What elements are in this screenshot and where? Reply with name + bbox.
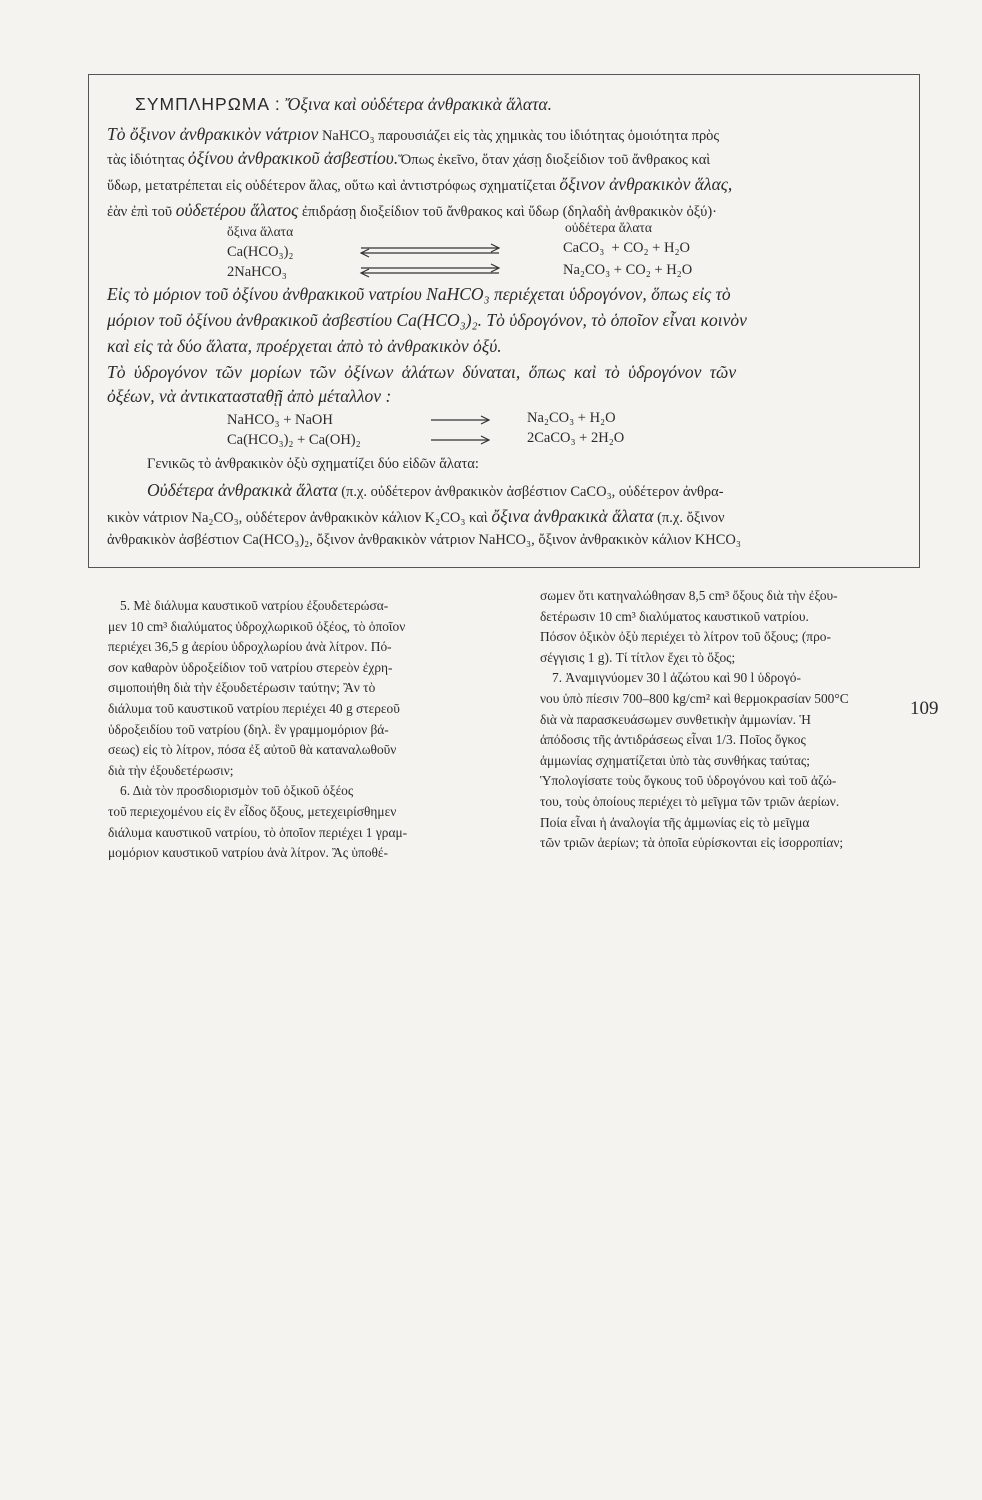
- exercise-line: Ποία εἶναι ἡ ἀναλογία τῆς ἀμμωνίας εἰς τὸ μεῖγμα: [540, 814, 810, 830]
- exercise-line: Ὑπολογίσατε τοὺς ὄγκους τοῦ ὑδρογόνου καὶ τοῦ ἀζώ-: [540, 773, 837, 789]
- page-number: 109: [910, 698, 939, 719]
- exercise-line: περιέχει 36,5 g ἀερίου ὑδροχλωρίου ἀνὰ λίτρον. Πό-: [108, 639, 392, 655]
- p3-line-3: ἀνθρακικὸν ἀσβέστιον Ca(HCO₃)₂, ὄξινον ἀνθρακικὸν νάτριον NaHCO₃, ὄξινον ἀνθρακικὸν κάλιον KHCO₃: [107, 532, 741, 548]
- exercise-line: ἀπόδοσις τῆς ἀντιδράσεως εἶναι 1/3. Ποῖος ὄγκος: [540, 732, 806, 748]
- p1-line-3: ὕδωρ, μετατρέπεται εἰς οὐδέτερον ἅλας, οὕτω καὶ ἀντιστρόφως σχηματίζεται ὄξινον ἀνθρακικὸν ἅλας,: [107, 174, 733, 194]
- p2-line-1: Εἰς τὸ μόριον τοῦ ὀξίνου ἀνθρακικοῦ νατρίου NaHCO₃ περιέχεται ὑδρογόνον, ὅπως εἰς τὸ: [107, 284, 731, 304]
- supplement-title: ΣΥΜΠΛΗΡΩΜΑ : Ὄξινα καὶ οὐδέτερα ἀνθρακικὰ ἅλατα.: [135, 94, 552, 114]
- acid-salts-label: ὄξινα ἅλατα: [227, 224, 294, 239]
- p2-line-4: Τὸ ὑδρογόνον τῶν μορίων τῶν ὀξίνων ἁλάτων δύναται, ὅπως καὶ τὸ ὑδρογόνον τῶν: [107, 362, 737, 382]
- supplement-box: [88, 74, 920, 568]
- exercise-line: μεν 10 cm³ διαλύματος ὑδροχλωρικοῦ ὀξέος, τὸ ὁποῖον: [108, 618, 406, 634]
- p3-line-1: Οὐδέτερα ἀνθρακικὰ ἅλατα (π.χ. οὐδέτερον ἀνθρακικὸν ἀσβέστιον CaCO₃, οὐδέτερον ἀνθρα-: [147, 480, 724, 500]
- exercise-line: νου ὑπὸ πίεσιν 700–800 kg/cm² καὶ θερμοκρασίαν 500°C: [540, 690, 849, 706]
- neutral-salts-label: οὐδέτερα ἅλατα: [565, 220, 652, 235]
- exercise-line: σον καθαρὸν ὑδροξείδιον τοῦ νατρίου στερεὸν ἐχρη-: [108, 659, 393, 675]
- p2-line-5: ὀξέων, νὰ ἀντικατασταθῇ ἀπὸ μέταλλον :: [107, 386, 392, 406]
- exercise-line: Πόσον ὀξικὸν ὀξὺ περιέχει τὸ λίτρον τοῦ ὄξους; (προ-: [540, 629, 831, 645]
- p2-line-3: καὶ εἰς τὰ δύο ἅλατα, προέρχεται ἀπὸ τὸ ἀνθρακικὸν ὀξύ.: [107, 336, 502, 356]
- reaction1-left-1: Ca(HCO₃)₂: [227, 244, 294, 260]
- reaction2-left-2: Ca(HCO₃)₂ + Ca(OH)₂: [227, 432, 361, 448]
- right-column: [540, 586, 912, 854]
- reaction2-right-2: 2CaCO₃ + 2H₂O: [527, 430, 625, 446]
- exercise-line: σεως) εἰς τὸ λίτρον, πόσα ἐξ αὐτοῦ θὰ καταναλωθοῦν: [108, 742, 397, 758]
- exercise-line: τῶν τριῶν ἀερίων; τὰ ὁποῖα εὑρίσκονται εἰς ἰσορροπίαν;: [540, 835, 844, 851]
- p1-line-2: τὰς ἰδιότητας ὀξίνου ἀνθρακικοῦ ἀσβεστίου.Ὅπως ἐκεῖνο, ὅταν χάσῃ διοξείδιον τοῦ ἄνθρακος καὶ: [107, 148, 711, 168]
- exercise-line: σέγγισις 1 g). Τί τίτλον ἔχει τὸ ὄξος;: [540, 649, 736, 665]
- exercise-line: 6. Διὰ τὸν προσδιορισμὸν τοῦ ὀξικοῦ ὀξέος: [120, 783, 354, 799]
- p1-line-1: Τὸ ὄξινον ἀνθρακικὸν νάτριον NaHCO₃ παρουσιάζει εἰς τὰς χημικὰς του ἰδιότητας ὁμοιότητα πρὸς: [107, 124, 720, 144]
- reaction2-right-1: Na₂CO₃ + H₂O: [527, 410, 616, 426]
- exercise-line: ἀμμωνίας σχηματίζεται ὑπὸ τὰς συνθήκας ταύτας;: [540, 752, 810, 768]
- p3-line-2: κικὸν νάτριον Na₂CO₃, οὐδέτερον ἀνθρακικὸν κάλιον K₂CO₃ καὶ ὄξινα ἀνθρακικὰ ἅλατα (π.χ. ὄξινον: [107, 506, 725, 526]
- exercise-line: ὑδροξειδίου τοῦ νατρίου (δηλ. ἓν γραμμομόριον βά-: [108, 721, 389, 737]
- p2-line-2: μόριον τοῦ ὀξίνου ἀνθρακικοῦ ἀσβεστίου Ca(HCO₃)₂. Τὸ ὑδρογόνον, τὸ ὁποῖον εἶναι κοινὸν: [107, 310, 747, 330]
- exercise-line: σωμεν ὅτι κατηναλώθησαν 8,5 cm³ ὄξους διὰ τὴν ἐξου-: [540, 588, 838, 603]
- exercise-line: διάλυμα καυστικοῦ νατρίου, τὸ ὁποῖον περιέχει 1 γραμ-: [108, 824, 408, 840]
- exercise-line: του, τοὺς ὁποίους περιέχει τὸ μεῖγμα τῶν τριῶν ἀερίων.: [540, 793, 840, 809]
- exercise-line: μομόριον καυστικοῦ νατρίου ἀνὰ λίτρον. Ἂς ὑποθέ-: [108, 845, 389, 861]
- reaction2-left-1: NaHCO₃ + NaOH: [227, 412, 333, 428]
- exercise-line: 7. Ἀναμιγνύομεν 30 l ἀζώτου καὶ 90 l ὑδρογό-: [552, 670, 801, 686]
- reaction1-left-2: 2NaHCO₃: [227, 264, 287, 280]
- exercise-line: διάλυμα τοῦ καυστικοῦ νατρίου περιέχει 40 g στερεοῦ: [108, 700, 400, 716]
- exercise-line: τοῦ περιεχομένου εἰς ἓν εἶδος ὄξους, μετεχειρίσθημεν: [108, 803, 397, 819]
- reaction-arrows-icon: [429, 411, 499, 451]
- exercise-line: διὰ τὴν ἐξουδετέρωσιν;: [108, 762, 234, 778]
- equilibrium-arrows-icon: [357, 240, 507, 282]
- exercise-line: δετέρωσιν 10 cm³ διαλύματος καυστικοῦ νατρίου.: [540, 608, 809, 624]
- exercise-line: σιμοποιήθη διὰ τὴν ἐξουδετέρωσιν ταύτην; Ἂν τὸ: [108, 680, 376, 696]
- general-statement: Γενικῶς τὸ ἀνθρακικὸν ὀξὺ σχηματίζει δύο εἰδῶν ἅλατα:: [147, 456, 479, 472]
- exercise-line: διὰ νὰ παρασκευάσωμεν συνθετικὴν ἀμμωνίαν. Ἡ: [540, 711, 811, 727]
- p1-line-4: ἐὰν ἐπὶ τοῦ οὐδετέρου ἅλατος ἐπιδράσῃ διοξείδιον τοῦ ἄνθρακος καὶ ὕδωρ (δηλαδὴ ἀνθρακικὸν ὀξύ)·: [107, 200, 717, 220]
- reaction1-right-2: Na₂CO₃ + CO₂ + H₂O: [563, 262, 693, 278]
- reaction1-right-1: CaCO₃ + CO₂ + H₂O: [563, 240, 690, 256]
- exercise-line: 5. Μὲ διάλυμα καυστικοῦ νατρίου ἐξουδετερώσα-: [120, 598, 389, 613]
- left-column: [108, 596, 476, 864]
